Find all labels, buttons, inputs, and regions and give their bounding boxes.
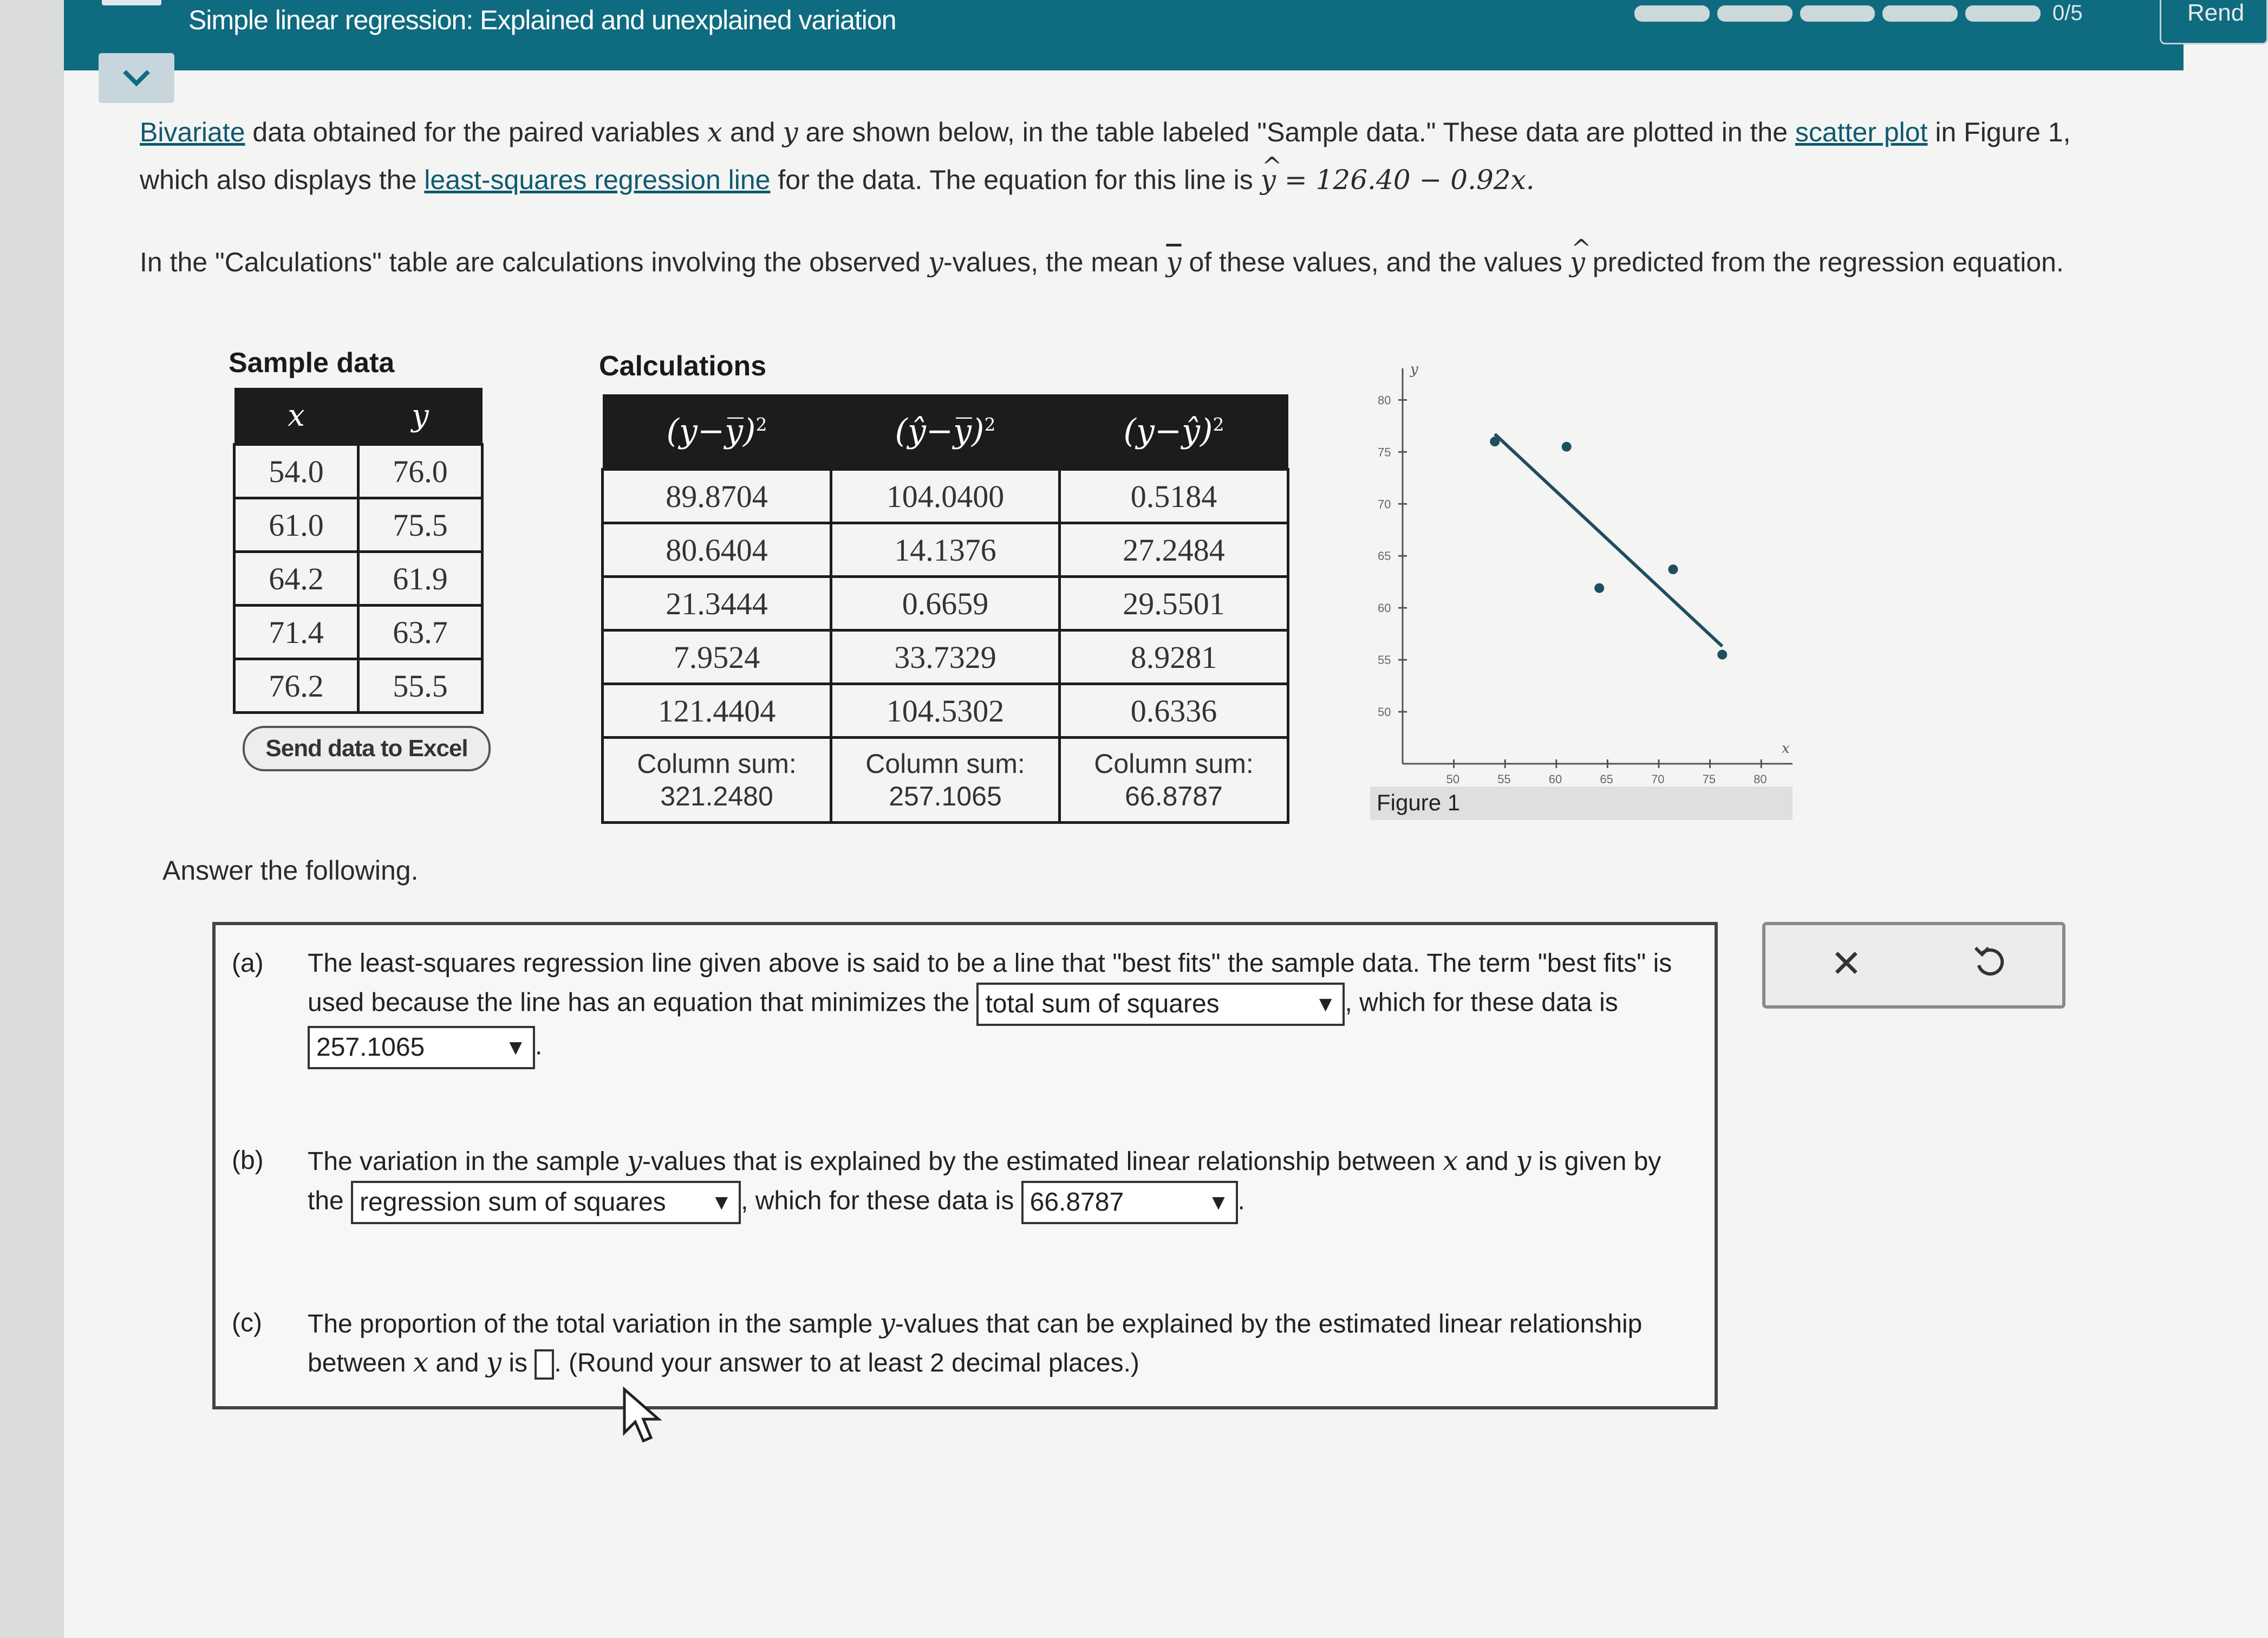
text: -values, the mean	[943, 247, 1166, 277]
text: of these values, and the values	[1181, 247, 1570, 277]
cell: 63.7	[359, 606, 483, 659]
x-tick-label: 75	[1702, 772, 1716, 786]
value-dropdown[interactable]	[1021, 1181, 1238, 1224]
table-row	[603, 577, 1288, 630]
text: and	[428, 1349, 486, 1377]
text: .	[1237, 1186, 1245, 1216]
cell: 121.4404	[603, 684, 831, 738]
cell: 0.5184	[1060, 470, 1288, 523]
text: .	[535, 1031, 543, 1061]
selected-value: 257.1065	[316, 1033, 425, 1062]
regression-line-link[interactable]: least-squares regression line	[424, 165, 771, 195]
cell: 80.6404	[603, 523, 831, 577]
x-tick-label: 65	[1600, 772, 1613, 786]
math-y: y	[783, 116, 798, 148]
data-point	[1668, 564, 1678, 574]
column-header-y: y	[359, 388, 483, 445]
cell: 14.1376	[831, 523, 1060, 577]
column-header-explained	[831, 394, 1060, 470]
data-point	[1594, 583, 1604, 593]
cell: 71.4	[234, 606, 359, 659]
x-tick-label: 50	[1446, 772, 1460, 786]
math-x: x	[1443, 1145, 1458, 1176]
x-tick-label: 80	[1754, 772, 1767, 786]
header-text: (y−ŷ)	[1123, 412, 1213, 450]
cell: 54.0	[234, 445, 359, 498]
column-sum	[603, 738, 831, 823]
figure-caption: Figure 1	[1370, 786, 1793, 820]
y-tick-label: 60	[1378, 601, 1391, 615]
x-tick-label: 55	[1497, 772, 1511, 786]
rend-button[interactable]: Rend	[2160, 0, 2268, 44]
intro-paragraph-1	[140, 108, 2143, 204]
selected-value: regression sum of squares	[360, 1188, 666, 1217]
y-tick-label: 70	[1378, 497, 1391, 511]
cell: 104.5302	[831, 684, 1060, 738]
text: , which for these data is	[1345, 988, 1618, 1017]
x-tick-label: 60	[1548, 772, 1562, 786]
sum-value: 257.1065	[889, 781, 1002, 811]
dropdown-arrow-icon: ▼	[505, 1036, 526, 1060]
y-tick-label: 80	[1378, 393, 1391, 407]
question-tag: (c)	[232, 1309, 262, 1337]
column-sum-row	[603, 738, 1288, 823]
cell: 76.0	[359, 445, 483, 498]
progress-segment	[1965, 5, 2041, 22]
selected-value: total sum of squares	[985, 990, 1220, 1018]
column-header-x: x	[234, 388, 359, 445]
cell: 61.0	[234, 498, 359, 552]
proportion-input[interactable]	[535, 1349, 554, 1380]
y-tick-label: 65	[1378, 549, 1391, 563]
cell: 61.9	[359, 552, 483, 606]
math-x: x	[413, 1347, 429, 1378]
question-box	[212, 922, 1718, 1409]
header-bar	[64, 0, 2245, 70]
table-row	[234, 659, 483, 713]
column-header-residual	[1060, 394, 1288, 470]
mouse-cursor-icon	[622, 1387, 665, 1446]
question-body	[308, 1142, 1683, 1224]
math-y: y	[627, 1145, 642, 1176]
table-row	[603, 684, 1288, 738]
bivariate-link[interactable]: Bivariate	[140, 117, 245, 147]
text: is	[501, 1349, 535, 1377]
math-y: y	[928, 246, 944, 278]
x-axis-label: x	[1782, 740, 1790, 757]
math-x: x	[707, 116, 723, 148]
cell: 7.9524	[603, 630, 831, 684]
left-margin	[0, 0, 64, 1638]
question-tag: (b)	[232, 1146, 264, 1175]
exponent: 2	[755, 414, 767, 435]
y-tick-label: 55	[1378, 653, 1391, 667]
sum-label: Column sum:	[637, 749, 797, 779]
question-body	[308, 945, 1683, 1069]
progress-segment	[1800, 5, 1875, 22]
exponent: 2	[1213, 414, 1224, 435]
cell: 29.5501	[1060, 577, 1288, 630]
chevron-down-icon	[120, 67, 153, 89]
table-row	[603, 470, 1288, 523]
math-y: y	[879, 1308, 895, 1339]
cell: 76.2	[234, 659, 359, 713]
sample-data-table	[233, 388, 484, 714]
progress-bar	[1634, 5, 2041, 22]
page-title: Simple linear regression: Explained and unexplained variation	[188, 5, 896, 35]
dropdown-arrow-icon: ▼	[1208, 1191, 1229, 1214]
cell: 75.5	[359, 498, 483, 552]
progress-label: 0/5	[2052, 1, 2083, 25]
sum-value: 321.2480	[660, 781, 773, 811]
cell: 27.2484	[1060, 523, 1288, 577]
text: are shown below, in the table labeled "Sample data." These data are plotted in the	[798, 117, 1795, 147]
scatter-plot	[1370, 358, 1803, 823]
table-row	[603, 630, 1288, 684]
text: The least-squares regression line given above is said to be a line that "best fits" the sample data. The term "best fits" is used because the line has an equation that minimizes the	[308, 949, 1672, 1017]
x-tick-label: 70	[1651, 772, 1665, 786]
equation: = 126.40 − 0.92x.	[1275, 164, 1535, 196]
cell: 104.0400	[831, 470, 1060, 523]
cell: 33.7329	[831, 630, 1060, 684]
y-axis-label: y	[1410, 361, 1418, 378]
intro-paragraph-2	[140, 238, 2143, 286]
math-y: y	[1516, 1145, 1531, 1176]
text: The variation in the sample	[308, 1147, 627, 1176]
data-point	[1562, 442, 1572, 452]
calculations-title: Calculations	[599, 350, 767, 382]
text: . (Round your answer to at least 2 decimal places.)	[554, 1349, 1139, 1377]
send-to-excel-button[interactable]: Send data to Excel	[243, 726, 491, 771]
sum-label: Column sum:	[1094, 749, 1254, 779]
column-header-total	[603, 394, 831, 470]
text: for the data. The equation for this line is	[770, 165, 1261, 195]
cell: 0.6336	[1060, 684, 1288, 738]
cell: 21.3444	[603, 577, 831, 630]
text: -values that is explained by the estimated linear relationship between	[642, 1147, 1443, 1176]
menu-icon[interactable]	[102, 0, 161, 5]
exponent: 2	[984, 414, 996, 435]
text: in Figure 1, which also displays the	[140, 117, 2071, 195]
math-yhat: ^ y	[1570, 238, 1585, 286]
value-dropdown[interactable]	[308, 1026, 535, 1069]
cell: 89.8704	[603, 470, 831, 523]
text: and	[1458, 1147, 1516, 1176]
header-text: (y−y̅)	[666, 412, 756, 450]
text: data obtained for the paired variables	[245, 117, 707, 147]
sum-value: 66.8787	[1125, 781, 1223, 811]
table-row	[234, 606, 483, 659]
cell: 0.6659	[831, 577, 1060, 630]
data-point	[1490, 437, 1500, 446]
column-sum	[831, 738, 1060, 823]
text: In the "Calculations" table are calculations involving the observed	[140, 247, 928, 277]
cell: 64.2	[234, 552, 359, 606]
text: is given by the	[308, 1147, 1661, 1216]
math-y: y	[486, 1347, 502, 1378]
answer-prompt: Answer the following.	[162, 855, 419, 886]
dropdown-arrow-icon: ▼	[711, 1191, 733, 1214]
header-text: (ŷ−y̅)	[895, 412, 985, 450]
column-sum	[1060, 738, 1288, 823]
text: -values that can be explained by the estimated linear relationship between	[308, 1310, 1643, 1377]
cell: 55.5	[359, 659, 483, 713]
text: , which for these data is	[741, 1186, 1021, 1216]
question-tag: (a)	[232, 949, 264, 978]
table-row	[234, 498, 483, 552]
math-yhat: ^ y	[1261, 156, 1276, 204]
scatter-plot-link[interactable]: scatter plot	[1795, 117, 1928, 147]
progress-segment	[1882, 5, 1958, 22]
table-row	[234, 445, 483, 498]
cell: 8.9281	[1060, 630, 1288, 684]
progress-segment	[1717, 5, 1793, 22]
math-ybar: $\overline{y}$	[1166, 246, 1182, 278]
dropdown-arrow-icon: ▼	[1314, 992, 1337, 1016]
collapse-button[interactable]	[99, 53, 174, 103]
table-row	[603, 523, 1288, 577]
question-body	[308, 1304, 1683, 1382]
close-icon[interactable]: ✕	[1830, 941, 1862, 986]
text: and	[722, 117, 783, 147]
selected-value: 66.8787	[1029, 1188, 1124, 1217]
sum-label: Column sum:	[865, 749, 1025, 779]
y-tick-label: 50	[1378, 705, 1391, 719]
calculations-table	[601, 394, 1289, 824]
sample-data-title: Sample data	[229, 347, 395, 379]
sum-of-squares-dropdown[interactable]	[351, 1181, 741, 1224]
progress-segment	[1634, 5, 1710, 22]
text: The proportion of the total variation in the sample	[308, 1310, 880, 1338]
regression-line	[1495, 434, 1722, 646]
table-row	[234, 552, 483, 606]
data-point	[1717, 650, 1727, 660]
undo-icon[interactable]	[1971, 941, 2009, 979]
sum-of-squares-dropdown[interactable]	[976, 983, 1345, 1026]
y-tick-label: 75	[1378, 445, 1391, 459]
answer-tools-panel	[1762, 922, 2065, 1009]
text: predicted from the regression equation.	[1585, 247, 2064, 277]
